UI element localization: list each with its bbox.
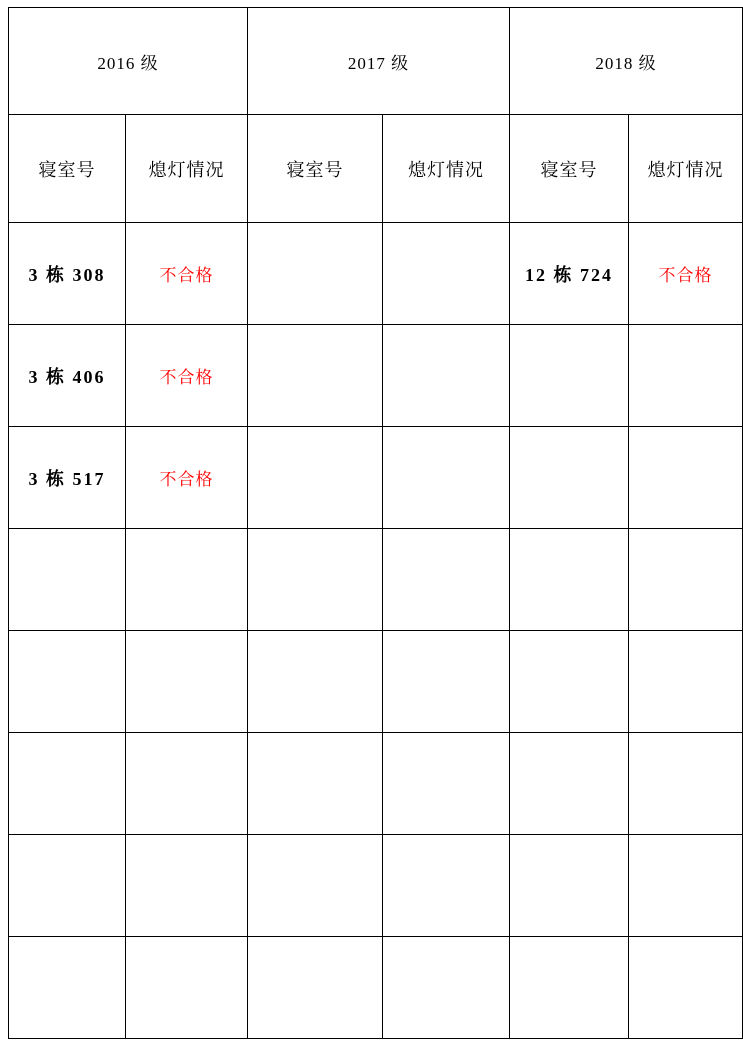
status-badge: 不合格 — [658, 266, 713, 285]
table-cell — [383, 325, 510, 427]
table-cell — [9, 733, 126, 835]
table-cell — [629, 937, 743, 1039]
table-cell — [383, 427, 510, 529]
grade-header-2017: 2017 级 — [248, 8, 510, 115]
table-cell — [383, 835, 510, 937]
table-row — [9, 835, 743, 937]
table-cell — [9, 529, 126, 631]
empty-cell — [9, 937, 125, 1038]
table-cell — [248, 529, 383, 631]
table-body — [9, 8, 743, 1039]
room-number: 3 栋 406 — [28, 366, 106, 387]
empty-cell — [126, 631, 247, 732]
table-cell — [629, 529, 743, 631]
table-cell — [383, 631, 510, 733]
table-cell — [9, 937, 126, 1039]
grade-header-2018: 2018 级 — [510, 8, 743, 115]
table-cell — [126, 427, 248, 529]
table-cell — [126, 835, 248, 937]
table-row — [9, 937, 743, 1039]
empty-cell — [629, 937, 742, 1038]
table-cell — [629, 835, 743, 937]
column-header-room-2017: 寝室号 — [248, 115, 383, 223]
empty-cell — [248, 529, 382, 630]
empty-cell — [383, 835, 509, 936]
table-cell — [248, 631, 383, 733]
empty-cell — [126, 529, 247, 630]
table-cell — [383, 223, 510, 325]
room-number: 12 栋 724 — [525, 264, 613, 285]
table-cell — [510, 733, 629, 835]
table-cell — [248, 937, 383, 1039]
table-cell — [9, 427, 126, 529]
empty-cell — [510, 937, 628, 1038]
column-header-row — [9, 115, 743, 223]
empty-cell — [248, 835, 382, 936]
table-cell — [383, 733, 510, 835]
table-cell — [510, 325, 629, 427]
empty-cell — [510, 631, 628, 732]
table-cell — [126, 937, 248, 1039]
empty-cell — [126, 937, 247, 1038]
empty-cell — [9, 835, 125, 936]
empty-cell — [126, 835, 247, 936]
table-cell — [248, 223, 383, 325]
table-cell — [510, 427, 629, 529]
table-cell — [248, 733, 383, 835]
column-header-room-2018: 寝室号 — [510, 115, 629, 223]
table-cell — [248, 325, 383, 427]
table-cell — [126, 733, 248, 835]
status-badge: 不合格 — [159, 266, 214, 285]
grade-header-2016: 2016 级 — [9, 8, 248, 115]
table-cell — [510, 223, 629, 325]
empty-cell — [9, 733, 125, 834]
empty-cell — [629, 631, 742, 732]
table-cell — [248, 427, 383, 529]
table-cell — [9, 325, 126, 427]
empty-cell — [9, 631, 125, 732]
table-cell — [383, 529, 510, 631]
table-cell — [126, 631, 248, 733]
table-cell — [9, 223, 126, 325]
table-cell — [510, 529, 629, 631]
table-cell — [629, 631, 743, 733]
empty-cell — [248, 631, 382, 732]
table-row — [9, 223, 743, 325]
table-row — [9, 529, 743, 631]
table-row — [9, 631, 743, 733]
empty-cell — [248, 937, 382, 1038]
grade-header-row — [9, 8, 743, 115]
status-badge: 不合格 — [159, 470, 214, 489]
table-cell — [9, 631, 126, 733]
table-row — [9, 427, 743, 529]
table-cell — [126, 529, 248, 631]
empty-cell — [510, 835, 628, 936]
empty-cell — [126, 733, 247, 834]
column-header-status-2016: 熄灯情况 — [126, 115, 248, 223]
table-cell — [383, 937, 510, 1039]
empty-cell — [9, 529, 125, 630]
table-cell — [126, 223, 248, 325]
status-badge: 不合格 — [159, 368, 214, 387]
table-cell — [9, 835, 126, 937]
empty-cell — [383, 631, 509, 732]
table-cell — [248, 835, 383, 937]
empty-cell — [383, 733, 509, 834]
empty-cell — [629, 835, 742, 936]
column-header-status-2017: 熄灯情况 — [383, 115, 510, 223]
table-row — [9, 325, 743, 427]
column-header-room-2016: 寝室号 — [9, 115, 126, 223]
empty-cell — [629, 529, 742, 630]
column-header-status-2018: 熄灯情况 — [629, 115, 743, 223]
table-cell — [629, 733, 743, 835]
table-row — [9, 733, 743, 835]
table-cell — [510, 631, 629, 733]
empty-cell — [629, 733, 742, 834]
empty-cell — [510, 733, 628, 834]
table-cell — [629, 427, 743, 529]
empty-cell — [383, 937, 509, 1038]
room-number: 3 栋 517 — [28, 468, 106, 489]
dorm-lights-out-table — [8, 7, 743, 1039]
table-cell — [629, 325, 743, 427]
empty-cell — [383, 529, 509, 630]
empty-cell — [248, 733, 382, 834]
table-cell — [126, 325, 248, 427]
empty-cell — [510, 529, 628, 630]
table-cell — [629, 223, 743, 325]
table-cell — [510, 937, 629, 1039]
table-cell — [510, 835, 629, 937]
room-number: 3 栋 308 — [28, 264, 106, 285]
